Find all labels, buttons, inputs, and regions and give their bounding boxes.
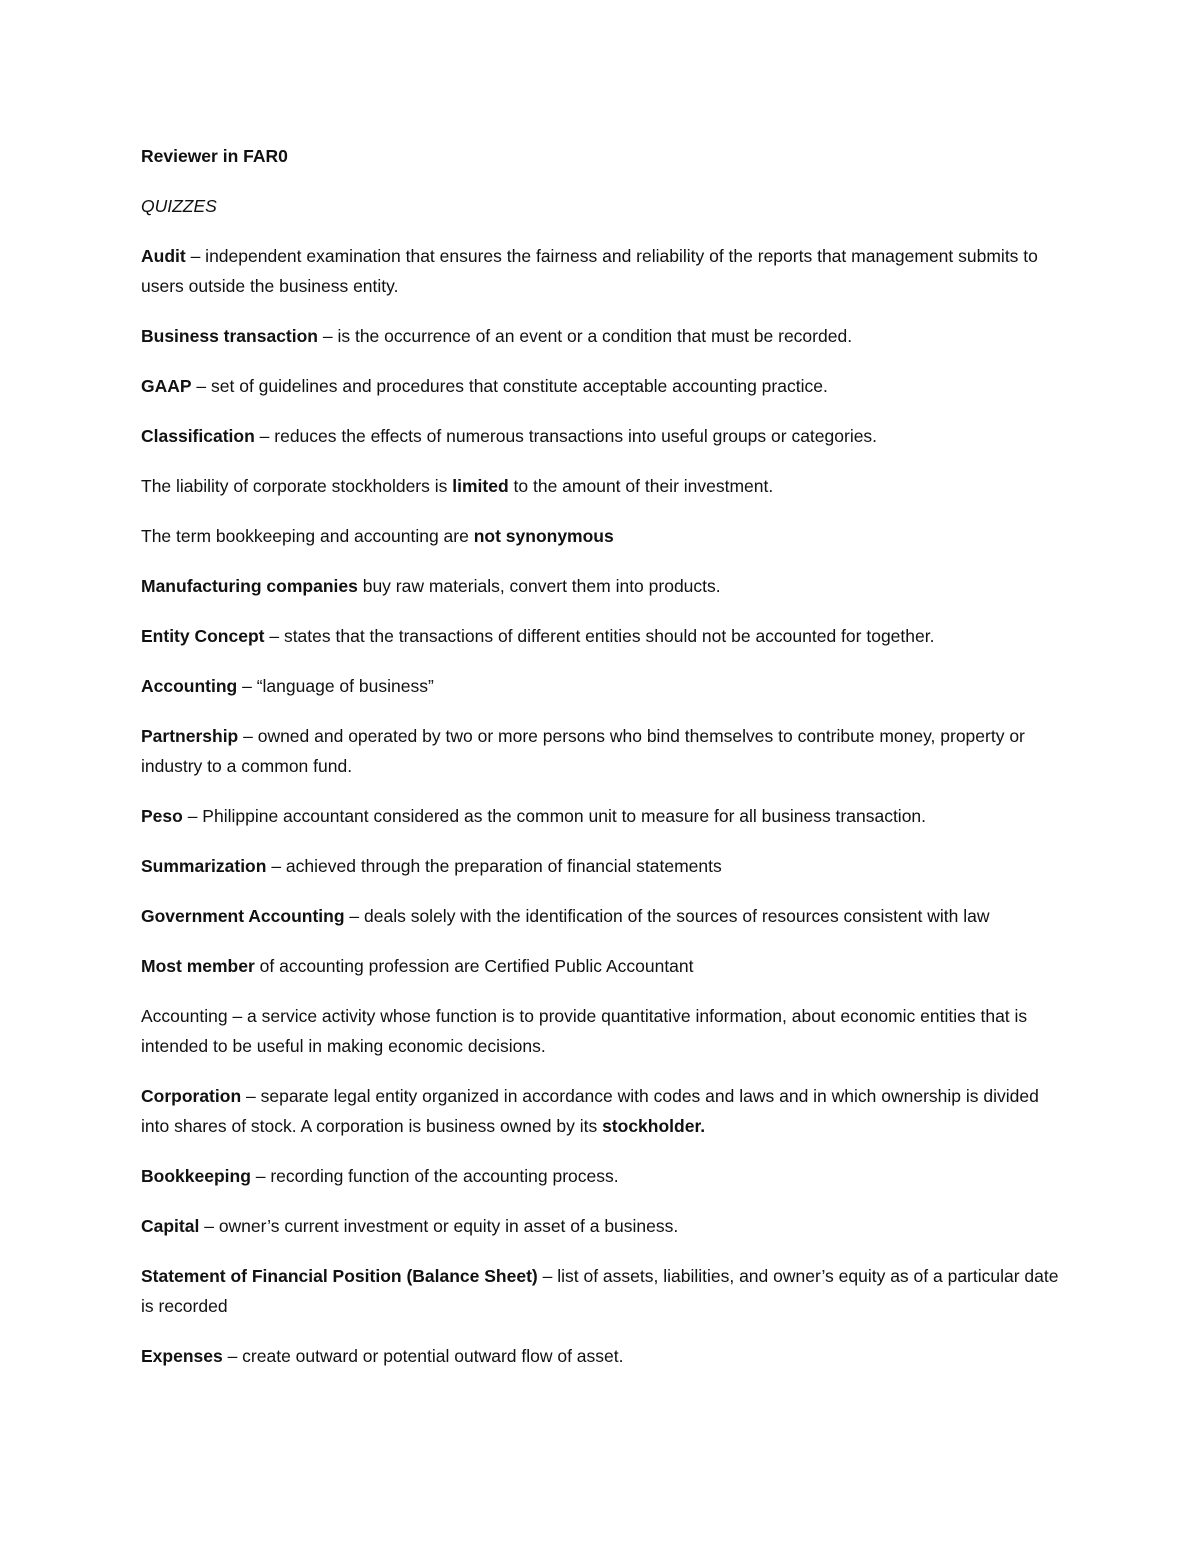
entry-term: Government Accounting (141, 906, 345, 926)
entry-term: Corporation (141, 1086, 242, 1106)
entry-term: not synonymous (473, 526, 614, 546)
entry-definition: – separate legal entity organized in accordance with codes and laws and in which ownership is divided into shares of stock. A corporation is business owned by its (141, 1086, 1039, 1136)
entry-summarization (141, 851, 1066, 881)
entry-term: Expenses (141, 1346, 223, 1366)
entry-term: Partnership (141, 726, 239, 746)
entry-definition: – reduces the effects of numerous transactions into useful groups or categories. (254, 426, 878, 446)
entry-term: Summarization (141, 856, 267, 876)
entry-definition: – Philippine accountant considered as the common unit to measure for all business transaction. (182, 806, 927, 826)
entry-prefix: The term bookkeeping and accounting are (141, 526, 474, 546)
entry-prefix: Accounting – a service activity whose function is to provide quantitative information, about economic entities that is intended to be useful in making economic decisions. (141, 1006, 1028, 1056)
document-title: Reviewer in FAR0 (141, 146, 288, 166)
entry-term: GAAP (141, 376, 192, 396)
entry-term: Classification (141, 426, 255, 446)
entry-definition: – owner’s current investment or equity in asset of a business. (199, 1216, 679, 1236)
entry-term: Most member (141, 956, 255, 976)
section-heading: QUIZZES (141, 196, 217, 216)
entry-definition: buy raw materials, convert them into products. (357, 576, 721, 596)
entry-definition: – create outward or potential outward flow of asset. (222, 1346, 624, 1366)
entry-gaap (141, 371, 1066, 401)
entry-term: Entity Concept (141, 626, 265, 646)
entry-definition: – is the occurrence of an event or a condition that must be recorded. (318, 326, 853, 346)
entry-definition: – “language of business” (237, 676, 434, 696)
entry-term: Accounting (141, 676, 238, 696)
entry-capital (141, 1211, 1066, 1241)
entry-classification (141, 421, 1066, 451)
entry-definition: – achieved through the preparation of financial statements (266, 856, 722, 876)
entry-accounting-service (141, 1001, 1066, 1061)
entry-definition: – list of assets, liabilities, and owner’s equity as of a particular date is recorded (141, 1266, 1059, 1316)
entry-term: Capital (141, 1216, 200, 1236)
entry-term: Statement of Financial Position (Balance Sheet) (141, 1266, 538, 1286)
entry-prefix: The liability of corporate stockholders is (141, 476, 453, 496)
entry-definition: to the amount of their investment. (508, 476, 774, 496)
entry-entity-concept (141, 621, 1066, 651)
entry-government-accounting (141, 901, 1066, 931)
entry-term-emphasis: stockholder. (602, 1116, 706, 1136)
entry-bookkeeping (141, 1161, 1066, 1191)
entry-bookkeeping-accounting (141, 521, 1066, 551)
entry-term: Audit (141, 246, 186, 266)
entry-accounting-language (141, 671, 1066, 701)
entry-corporation (141, 1081, 1066, 1141)
entry-term: Bookkeeping (141, 1166, 251, 1186)
entry-manufacturing-companies (141, 571, 1066, 601)
entry-most-member (141, 951, 1066, 981)
document-content (141, 141, 1066, 1391)
entry-definition: – owned and operated by two or more persons who bind themselves to contribute money, property or industry to a common fund. (141, 726, 1025, 776)
entry-business-transaction (141, 321, 1066, 351)
entry-definition: – deals solely with the identification of the sources of resources consistent with law (344, 906, 990, 926)
entry-definition: of accounting profession are Certified Public Accountant (254, 956, 694, 976)
entry-peso (141, 801, 1066, 831)
entry-definition: – recording function of the accounting process. (250, 1166, 619, 1186)
entry-liability-stockholders (141, 471, 1066, 501)
entry-term: Peso (141, 806, 183, 826)
entry-definition: – independent examination that ensures the fairness and reliability of the reports that management submits to users outside the business entity. (141, 246, 1038, 296)
entry-term: Business transaction (141, 326, 318, 346)
entry-expenses (141, 1341, 1066, 1371)
entry-term: limited (452, 476, 509, 496)
entry-definition: – states that the transactions of different entities should not be accounted for together. (264, 626, 935, 646)
entry-definition: – set of guidelines and procedures that constitute acceptable accounting practice. (191, 376, 828, 396)
entry-term: Manufacturing companies (141, 576, 358, 596)
entry-statement-financial-position (141, 1261, 1066, 1321)
entry-audit (141, 241, 1066, 301)
entry-partnership (141, 721, 1066, 781)
